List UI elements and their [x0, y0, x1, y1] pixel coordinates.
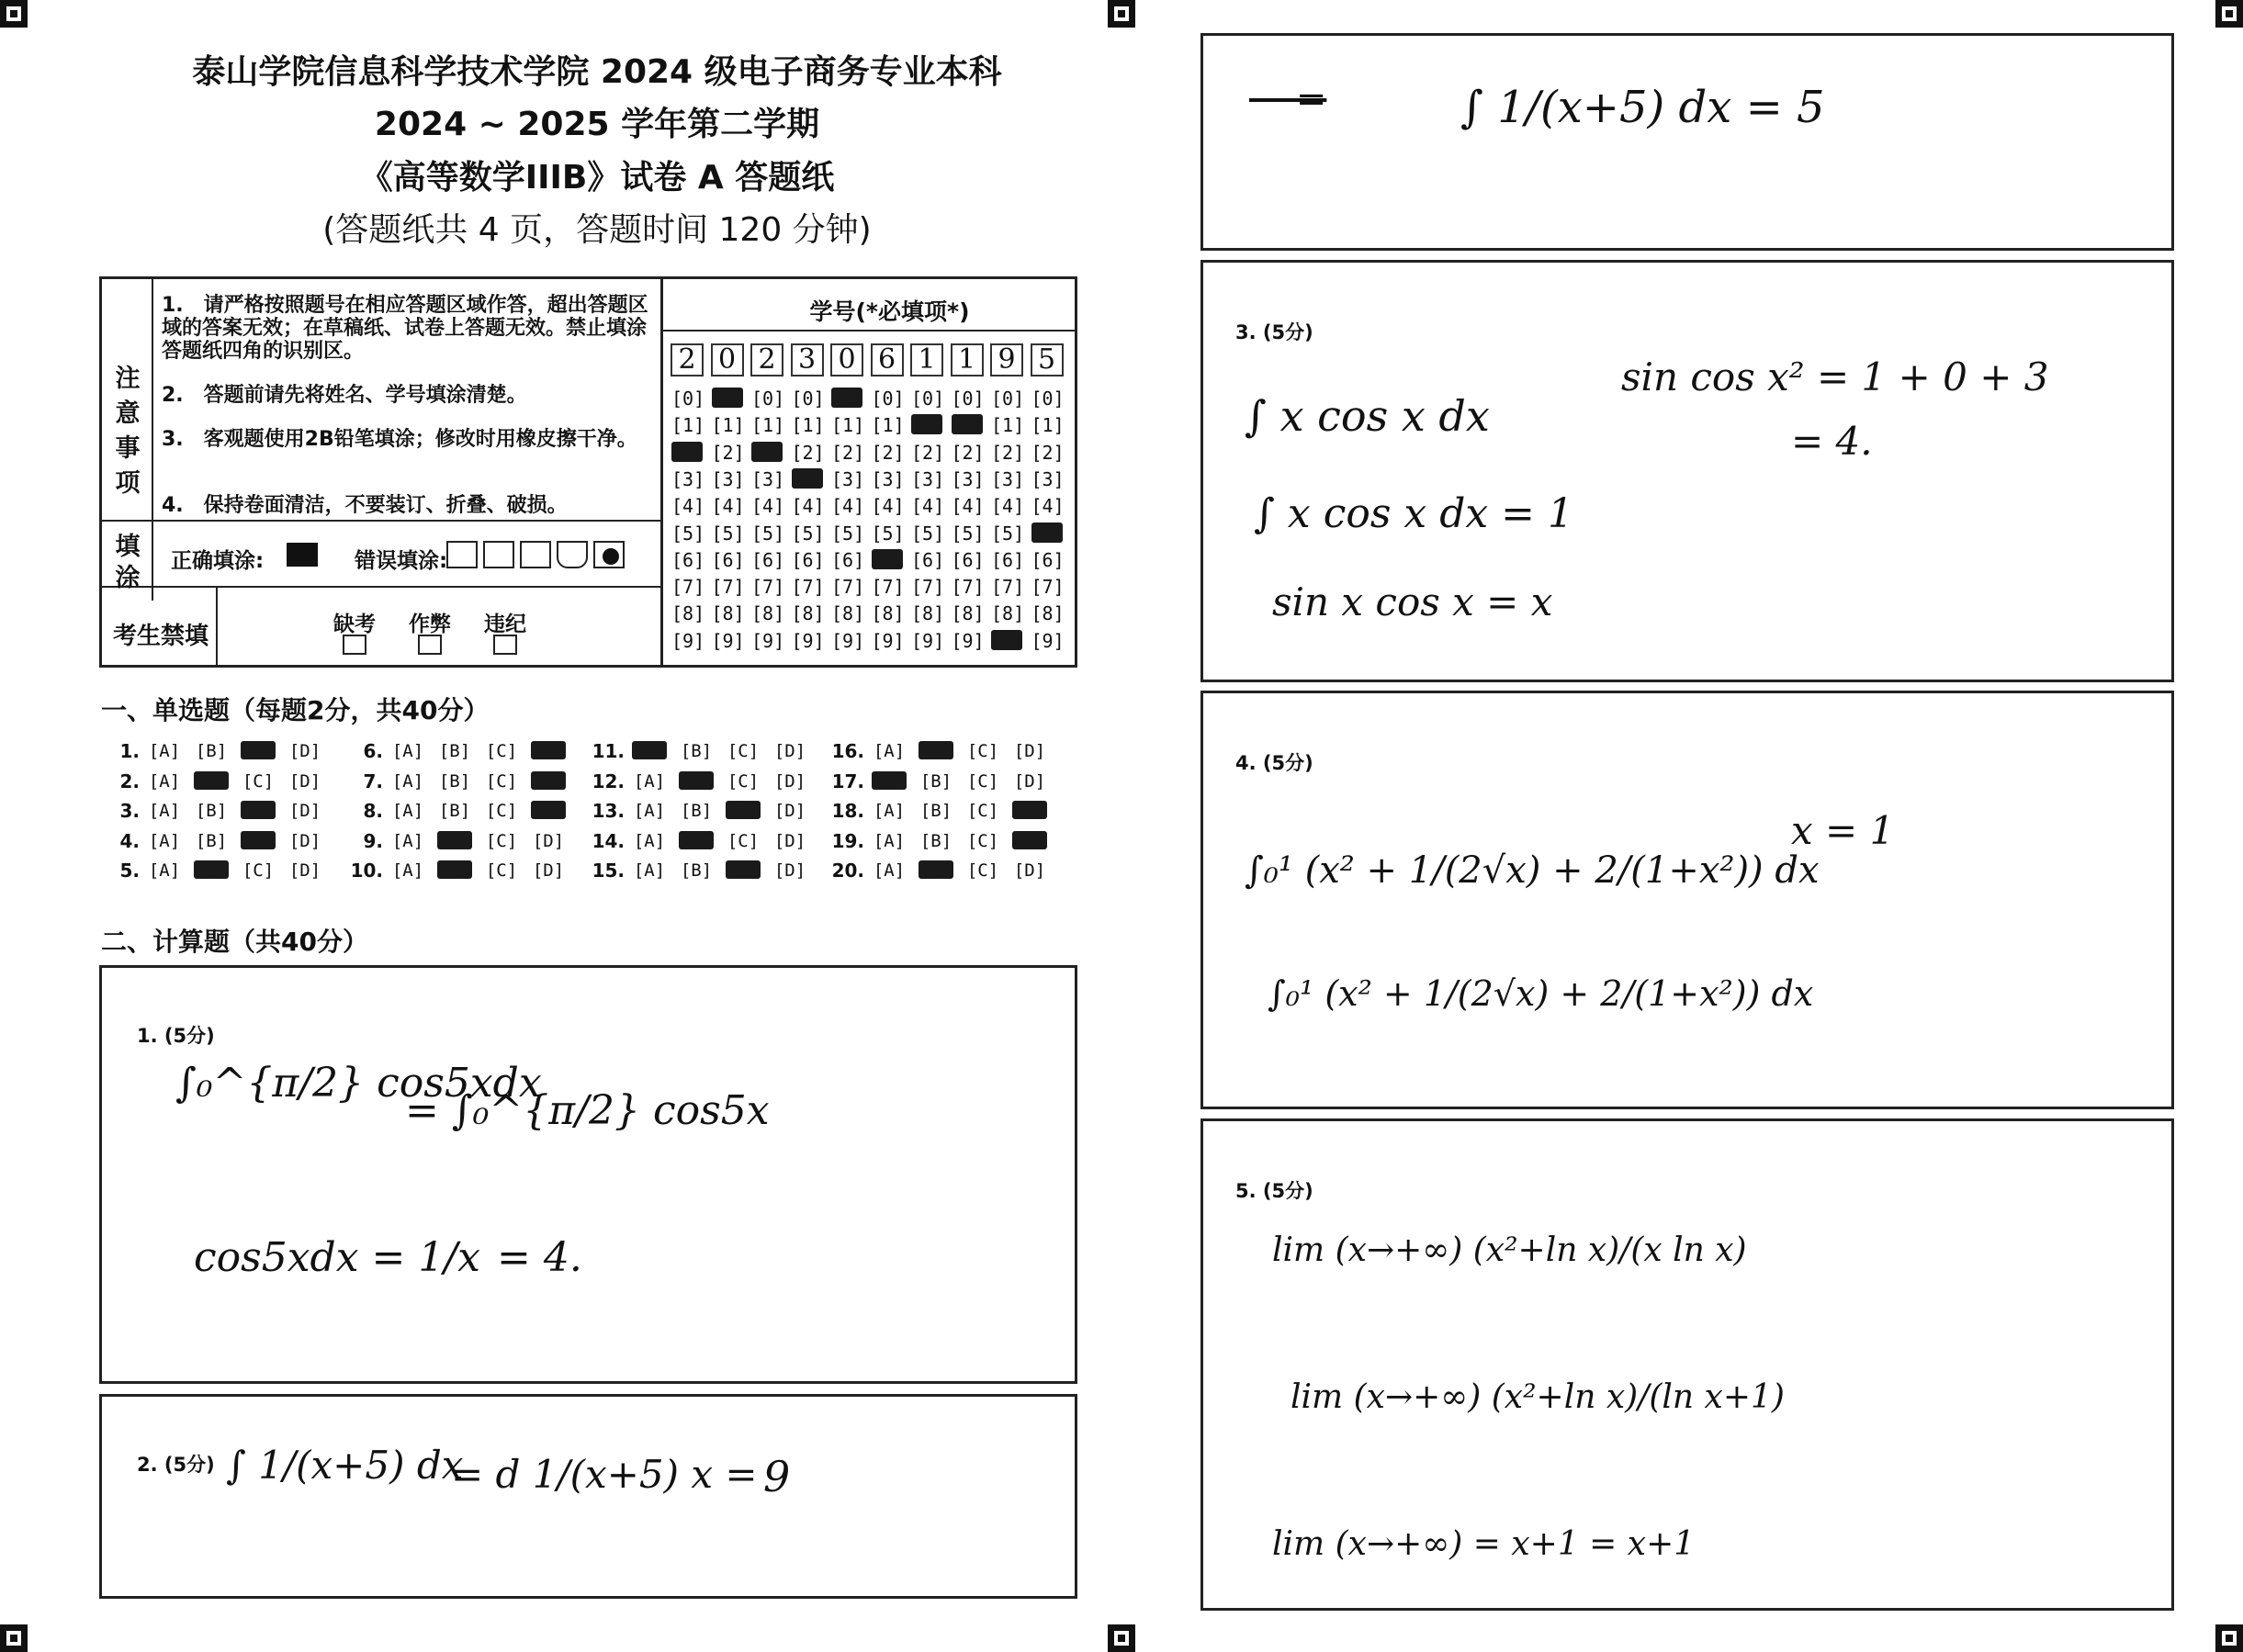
- student-id-bubble[interactable]: [2]: [831, 441, 865, 464]
- mc-option-bubble[interactable]: [B]: [195, 770, 228, 792]
- student-id-bubble[interactable]: [8]: [671, 602, 705, 625]
- mc-option-bubble[interactable]: [A]: [391, 860, 424, 881]
- ban-item-violation: 违纪: [484, 612, 526, 636]
- mc-option-bubble[interactable]: [C]: [966, 860, 999, 881]
- student-id-digit-6: 6: [871, 343, 904, 376]
- corner-marker-top-middle: [1108, 0, 1135, 28]
- student-id-bubble[interactable]: [9]: [1031, 629, 1065, 652]
- student-id-bubble[interactable]: [5]: [751, 522, 785, 545]
- student-id-bubble[interactable]: [4]: [1031, 495, 1065, 518]
- student-id-digit-7: 1: [910, 343, 943, 376]
- mc-option-bubble[interactable]: [A]: [633, 741, 666, 761]
- answer-box-q2: [99, 1394, 1077, 1599]
- q5-line-2: lim (x→+∞) (x²+ln x)/(ln x+1): [1291, 1378, 1785, 1416]
- student-id-bubble[interactable]: [3]: [711, 467, 745, 490]
- student-id-bubble[interactable]: [7]: [911, 576, 945, 599]
- mc-option-bubble[interactable]: [C]: [485, 801, 518, 821]
- answer-box-q3: [1200, 260, 2174, 682]
- mc-option-bubble[interactable]: [D]: [532, 801, 565, 821]
- student-id-bubble[interactable]: [0]: [911, 388, 945, 410]
- student-id-bubble[interactable]: [3]: [751, 467, 785, 490]
- info-block: [99, 276, 1077, 668]
- q4-line-2: x = 1: [1791, 808, 1895, 853]
- ban-item-cheat: 作弊: [409, 612, 451, 636]
- student-id-bubble[interactable]: [0]: [991, 388, 1025, 410]
- header-line-3: 《高等数学IIIB》试卷 A 答题纸: [359, 159, 835, 197]
- student-id-bubble[interactable]: [2]: [671, 441, 705, 464]
- fill-correct-label: 正确填涂:: [171, 549, 265, 573]
- mc-option-bubble[interactable]: [A]: [391, 801, 424, 821]
- mc-option-bubble[interactable]: [C]: [727, 741, 760, 761]
- student-id-bubble[interactable]: [1]: [791, 414, 825, 437]
- q4-label: 4. (5分): [1235, 752, 1313, 774]
- mc-option-bubble[interactable]: [A]: [391, 770, 424, 792]
- mc-option-bubble[interactable]: [B]: [438, 860, 471, 881]
- section-1-title: 一、单选题（每题2分，共40分）: [101, 695, 490, 725]
- mc-question-number: 18.: [831, 800, 864, 822]
- q1-label: 1. (5分): [137, 1025, 215, 1047]
- student-id-bubble[interactable]: [1]: [711, 414, 745, 437]
- mc-question-number: 13.: [592, 800, 625, 822]
- mc-option-bubble[interactable]: [A]: [148, 741, 181, 761]
- mc-option-bubble[interactable]: [A]: [873, 830, 906, 851]
- student-id-bubble[interactable]: [8]: [711, 602, 745, 625]
- q2-line-2: = d 1/(x+5) x =: [451, 1452, 758, 1497]
- corner-marker-bottom-middle: [1108, 1624, 1135, 1652]
- student-id-bubble[interactable]: [6]: [791, 548, 825, 571]
- mc-option-bubble[interactable]: [B]: [919, 860, 952, 881]
- q3-line-5: = 4.: [1791, 419, 1873, 464]
- student-id-bubble[interactable]: [2]: [991, 441, 1025, 464]
- mc-option-bubble[interactable]: [B]: [195, 801, 228, 821]
- mc-question-number: 10.: [350, 860, 383, 882]
- mc-option-bubble[interactable]: [A]: [148, 830, 181, 851]
- mc-option-bubble[interactable]: [C]: [727, 770, 760, 792]
- student-id-bubble[interactable]: [1]: [911, 414, 945, 437]
- mc-option-bubble[interactable]: [A]: [873, 860, 906, 881]
- mc-option-bubble[interactable]: [C]: [242, 830, 275, 851]
- student-id-bubble[interactable]: [7]: [991, 576, 1025, 599]
- mc-option-bubble[interactable]: [D]: [288, 830, 321, 851]
- student-id-bubble[interactable]: [2]: [791, 441, 825, 464]
- fill-wrong-sample-2: [483, 541, 514, 568]
- mc-option-bubble[interactable]: [C]: [485, 741, 518, 761]
- mc-option-bubble[interactable]: [C]: [242, 741, 275, 761]
- mc-option-bubble[interactable]: [B]: [680, 860, 713, 881]
- answer-box-q5: [1200, 1118, 2174, 1611]
- student-id-bubble[interactable]: [1]: [1031, 414, 1065, 437]
- ban-checkbox-cheat[interactable]: [418, 635, 442, 655]
- mc-option-bubble[interactable]: [C]: [485, 770, 518, 792]
- student-id-bubble[interactable]: [9]: [791, 629, 825, 652]
- q2cont-line-1: ∫ 1/(x+5) dx = 5: [1460, 82, 1825, 133]
- answer-box-q4: [1200, 691, 2174, 1109]
- mc-option-bubble[interactable]: [B]: [195, 741, 228, 761]
- student-id-bubble[interactable]: [7]: [831, 576, 865, 599]
- q3-label: 3. (5分): [1235, 321, 1313, 343]
- mc-question-number: 2.: [119, 770, 140, 792]
- student-id-bubble[interactable]: [0]: [831, 388, 865, 410]
- mc-option-bubble[interactable]: [A]: [391, 830, 424, 851]
- student-id-bubble[interactable]: [1]: [671, 414, 705, 437]
- mc-option-bubble[interactable]: [B]: [438, 801, 471, 821]
- student-id-digit-8: 1: [951, 343, 984, 376]
- student-id-bubble[interactable]: [5]: [711, 522, 745, 545]
- student-id-bubble[interactable]: [9]: [711, 629, 745, 652]
- q3-line-4: sin cos x² = 1 + 0 + 3: [1621, 354, 2049, 399]
- student-id-bubble[interactable]: [5]: [831, 522, 865, 545]
- mc-option-bubble[interactable]: [A]: [148, 801, 181, 821]
- student-id-bubble[interactable]: [4]: [871, 495, 905, 518]
- fill-wrong-label: 错误填涂:: [355, 549, 448, 573]
- student-id-bubble[interactable]: [6]: [871, 548, 905, 571]
- student-id-bubble[interactable]: [6]: [671, 548, 705, 571]
- mc-question-number: 6.: [363, 740, 383, 762]
- student-id-bubble[interactable]: [1]: [831, 414, 865, 437]
- q3-line-1: ∫ x cos x dx: [1245, 391, 1490, 441]
- student-id-bubble[interactable]: [8]: [991, 602, 1025, 625]
- fill-heading: 填涂: [115, 533, 141, 592]
- mc-option-bubble[interactable]: [D]: [532, 770, 565, 792]
- mc-option-bubble[interactable]: [B]: [680, 830, 713, 851]
- mc-option-bubble[interactable]: [B]: [919, 830, 952, 851]
- mc-option-bubble[interactable]: [C]: [727, 860, 760, 881]
- student-id-bubble[interactable]: [8]: [911, 602, 945, 625]
- mc-question-number: 5.: [119, 860, 140, 882]
- student-id-bubble[interactable]: [8]: [791, 602, 825, 625]
- student-id-bubble[interactable]: [0]: [671, 388, 705, 410]
- mc-question-number: 20.: [831, 860, 864, 882]
- header-line-1: 泰山学院信息科学技术学院 2024 级电子商务专业本科: [192, 53, 1002, 91]
- student-id-bubble[interactable]: [0]: [791, 388, 825, 410]
- student-id-bubble[interactable]: [6]: [711, 548, 745, 571]
- mc-question-number: 19.: [831, 829, 864, 852]
- ban-checkbox-absent[interactable]: [343, 635, 366, 655]
- student-id-digit-9: 9: [990, 343, 1023, 376]
- student-id-bubble[interactable]: [3]: [791, 467, 825, 490]
- student-id-bubble[interactable]: [8]: [871, 602, 905, 625]
- mc-option-bubble[interactable]: [B]: [680, 801, 713, 821]
- student-id-bubble[interactable]: [6]: [951, 548, 985, 571]
- student-id-bubble[interactable]: [0]: [951, 388, 985, 410]
- mc-option-bubble[interactable]: [C]: [242, 770, 275, 792]
- mc-option-bubble[interactable]: [D]: [532, 830, 565, 851]
- student-id-bubble[interactable]: [3]: [1031, 467, 1065, 490]
- q1-line-3: cos5xdx = 1/x: [194, 1234, 480, 1281]
- fill-wrong-sample-5: [593, 541, 625, 568]
- mc-option-bubble[interactable]: [B]: [919, 801, 952, 821]
- section-2-title: 二、计算题（共40分）: [101, 927, 368, 957]
- mc-option-bubble[interactable]: [D]: [773, 770, 806, 792]
- mc-option-bubble[interactable]: [B]: [195, 830, 228, 851]
- mc-option-bubble[interactable]: [C]: [485, 830, 518, 851]
- q1-line-2: = ∫₀^{π/2} cos5x: [405, 1087, 770, 1134]
- corner-marker-top-right: [2215, 0, 2243, 28]
- student-id-bubble[interactable]: [5]: [951, 522, 985, 545]
- student-id-bubble[interactable]: [9]: [831, 629, 865, 652]
- student-id-bubble[interactable]: [4]: [991, 495, 1025, 518]
- student-id-bubble[interactable]: [5]: [791, 522, 825, 545]
- student-id-bubble[interactable]: [5]: [991, 522, 1025, 545]
- mc-option-bubble[interactable]: [D]: [288, 801, 321, 821]
- mc-option-bubble[interactable]: [C]: [727, 801, 760, 821]
- mc-option-bubble[interactable]: [D]: [773, 830, 806, 851]
- mc-option-bubble[interactable]: [D]: [1013, 860, 1046, 881]
- student-id-bubble[interactable]: [1]: [751, 414, 785, 437]
- mc-option-bubble[interactable]: [A]: [633, 860, 666, 881]
- q2-line-1: ∫ 1/(x+5) dx: [226, 1443, 464, 1488]
- student-id-bubble[interactable]: [4]: [911, 495, 945, 518]
- mc-question-number: 14.: [592, 829, 625, 852]
- header-line-4: (答题纸共 4 页，答题时间 120 分钟): [322, 211, 872, 249]
- student-id-digit-10: 5: [1031, 343, 1064, 376]
- student-id-bubble[interactable]: [0]: [751, 388, 785, 410]
- student-id-bubble[interactable]: [1]: [991, 414, 1025, 437]
- mc-option-bubble[interactable]: [B]: [680, 770, 713, 792]
- student-id-bubble[interactable]: [8]: [751, 602, 785, 625]
- mc-question-number: 8.: [363, 800, 383, 822]
- mc-option-bubble[interactable]: [C]: [966, 770, 999, 792]
- mc-question-number: 16.: [831, 740, 864, 762]
- student-id-bubble[interactable]: [3]: [871, 467, 905, 490]
- mc-option-bubble[interactable]: [B]: [438, 830, 471, 851]
- student-id-bubble[interactable]: [9]: [871, 629, 905, 652]
- mc-option-bubble[interactable]: [D]: [532, 741, 565, 761]
- mc-option-bubble[interactable]: [B]: [919, 741, 952, 761]
- student-id-bubble[interactable]: [4]: [831, 495, 865, 518]
- q1-line-4: = 4.: [497, 1234, 582, 1281]
- fill-wrong-sample-3: [520, 541, 551, 568]
- student-id-digit-1: 2: [671, 343, 704, 376]
- mc-option-bubble[interactable]: [B]: [919, 770, 952, 792]
- student-id-bubble[interactable]: [5]: [1031, 522, 1065, 545]
- student-id-bubble[interactable]: [3]: [991, 467, 1025, 490]
- student-id-bubble[interactable]: [8]: [1031, 602, 1065, 625]
- student-id-bubble[interactable]: [2]: [871, 441, 905, 464]
- student-id-digit-2: 0: [711, 343, 744, 376]
- fill-wrong-sample-4: [557, 541, 588, 568]
- fill-wrong-sample-1: [446, 541, 478, 568]
- student-id-digit-5: 0: [830, 343, 863, 376]
- q4-line-1: ∫₀¹ (x² + 1/(2√x) + 2/(1+x²)) dx: [1245, 849, 1820, 892]
- student-id-bubble[interactable]: [0]: [871, 388, 905, 410]
- mc-option-bubble[interactable]: [B]: [438, 770, 471, 792]
- student-id-bubble[interactable]: [6]: [831, 548, 865, 571]
- student-id-title: 学号(*必填项*): [809, 298, 970, 325]
- student-id-bubble[interactable]: [5]: [671, 522, 705, 545]
- student-id-bubble[interactable]: [7]: [951, 576, 985, 599]
- mc-option-bubble[interactable]: [B]: [680, 741, 713, 761]
- student-id-bubble[interactable]: [2]: [711, 441, 745, 464]
- mc-option-bubble[interactable]: [A]: [148, 860, 181, 881]
- student-id-bubble[interactable]: [2]: [951, 441, 985, 464]
- mc-question-number: 11.: [592, 740, 625, 762]
- ban-label: 考生禁填: [113, 623, 209, 650]
- header-line-2: 2024 ~ 2025 学年第二学期: [374, 106, 820, 143]
- student-id-bubble[interactable]: [7]: [671, 576, 705, 599]
- student-id-bubble[interactable]: [2]: [751, 441, 785, 464]
- mc-option-bubble[interactable]: [C]: [966, 830, 999, 851]
- mc-option-bubble[interactable]: [D]: [1013, 770, 1046, 792]
- mc-option-bubble[interactable]: [D]: [288, 770, 321, 792]
- notice-item-1: 1. 请严格按照题号在相应答题区域作答，超出答题区域的答案无效；在草稿纸、试卷上答题无效。禁止填涂答题纸四角的识别区。: [162, 294, 648, 363]
- mc-option-bubble[interactable]: [D]: [1013, 801, 1046, 821]
- q2-line-3: 9: [763, 1452, 791, 1501]
- fill-correct-sample: [287, 543, 318, 567]
- student-id-bubble[interactable]: [7]: [871, 576, 905, 599]
- student-id-bubble[interactable]: [4]: [791, 495, 825, 518]
- q3-line-2: ∫ x cos x dx = 1: [1254, 490, 1574, 537]
- student-id-bubble[interactable]: [6]: [991, 548, 1025, 571]
- mc-option-bubble[interactable]: [D]: [288, 860, 321, 881]
- student-id-bubble[interactable]: [3]: [831, 467, 865, 490]
- ban-checkbox-violation[interactable]: [493, 635, 517, 655]
- student-id-bubble[interactable]: [1]: [871, 414, 905, 437]
- student-id-bubble[interactable]: [7]: [751, 576, 785, 599]
- answer-box-q2-continued: [1200, 33, 2174, 251]
- student-id-bubble[interactable]: [2]: [911, 441, 945, 464]
- student-id-bubble[interactable]: [7]: [711, 576, 745, 599]
- mc-option-bubble[interactable]: [C]: [242, 860, 275, 881]
- mc-question-number: 7.: [363, 770, 383, 792]
- q5-line-1: lim (x→+∞) (x²+ln x)/(x ln x): [1272, 1231, 1747, 1269]
- corner-marker-bottom-left: [0, 1624, 28, 1652]
- q4-line-3: ∫₀¹ (x² + 1/(2√x) + 2/(1+x²)) dx: [1268, 973, 1814, 1014]
- student-id-bubble[interactable]: [2]: [1031, 441, 1065, 464]
- mc-option-bubble[interactable]: [D]: [773, 801, 806, 821]
- mc-question-number: 9.: [363, 829, 383, 852]
- student-id-bubble[interactable]: [9]: [751, 629, 785, 652]
- q5-line-3: lim (x→+∞) = x+1 = x+1: [1272, 1525, 1696, 1563]
- mc-question-number: 1.: [119, 740, 140, 762]
- q2cont-strikethrough: =: [1249, 78, 1327, 120]
- mc-option-bubble[interactable]: [C]: [485, 860, 518, 881]
- student-id-bubble[interactable]: [4]: [711, 495, 745, 518]
- student-id-bubble[interactable]: [5]: [911, 522, 945, 545]
- mc-option-bubble[interactable]: [D]: [1013, 830, 1046, 851]
- q5-label: 5. (5分): [1235, 1180, 1313, 1202]
- mc-option-bubble[interactable]: [D]: [288, 741, 321, 761]
- mc-option-bubble[interactable]: [B]: [195, 860, 228, 881]
- ban-item-absent: 缺考: [333, 612, 376, 636]
- student-id-bubble[interactable]: [6]: [1031, 548, 1065, 571]
- student-id-bubble[interactable]: [6]: [751, 548, 785, 571]
- student-id-bubble[interactable]: [1]: [951, 414, 985, 437]
- mc-option-bubble[interactable]: [A]: [633, 830, 666, 851]
- answer-box-q1: [99, 965, 1077, 1384]
- notice-heading: 注意事项: [115, 365, 141, 498]
- q3-line-3: sin x cos x = x: [1272, 579, 1553, 624]
- mc-option-bubble[interactable]: [A]: [873, 770, 906, 792]
- corner-marker-top-left: [0, 0, 28, 28]
- mc-option-bubble[interactable]: [D]: [532, 860, 565, 881]
- mc-option-bubble[interactable]: [C]: [727, 830, 760, 851]
- mc-option-bubble[interactable]: [D]: [773, 741, 806, 761]
- mc-option-bubble[interactable]: [D]: [1013, 741, 1046, 761]
- notice-item-3: 3. 客观题使用2B铅笔填涂；修改时用橡皮擦干净。: [162, 428, 637, 451]
- mc-option-bubble[interactable]: [B]: [438, 741, 471, 761]
- mc-question-number: 3.: [119, 800, 140, 822]
- q2-label: 2. (5分): [137, 1454, 215, 1476]
- student-id-bubble[interactable]: [6]: [911, 548, 945, 571]
- student-id-bubble[interactable]: [3]: [911, 467, 945, 490]
- mc-question-number: 12.: [592, 770, 625, 792]
- notice-item-2: 2. 答题前请先将姓名、学号填涂清楚。: [162, 384, 527, 407]
- student-id-bubble[interactable]: [9]: [911, 629, 945, 652]
- student-id-bubble[interactable]: [8]: [951, 602, 985, 625]
- student-id-bubble[interactable]: [5]: [871, 522, 905, 545]
- mc-option-bubble[interactable]: [A]: [633, 770, 666, 792]
- student-id-digit-4: 3: [791, 343, 824, 376]
- mc-option-bubble[interactable]: [C]: [966, 741, 999, 761]
- mc-option-bubble[interactable]: [A]: [633, 801, 666, 821]
- corner-marker-bottom-right: [2215, 1624, 2243, 1652]
- mc-option-bubble[interactable]: [A]: [873, 741, 906, 761]
- student-id-bubble[interactable]: [4]: [751, 495, 785, 518]
- notice-item-4: 4. 保持卷面清洁，不要装订、折叠、破损。: [162, 494, 568, 517]
- student-id-bubble[interactable]: [7]: [1031, 576, 1065, 599]
- student-id-bubble[interactable]: [4]: [951, 495, 985, 518]
- student-id-bubble[interactable]: [8]: [831, 602, 865, 625]
- mc-option-bubble[interactable]: [C]: [242, 801, 275, 821]
- student-id-bubble[interactable]: [0]: [1031, 388, 1065, 410]
- mc-option-bubble[interactable]: [A]: [873, 801, 906, 821]
- student-id-bubble[interactable]: [7]: [791, 576, 825, 599]
- mc-question-number: 4.: [119, 829, 140, 852]
- student-id-bubble[interactable]: [0]: [711, 388, 745, 410]
- mc-option-bubble[interactable]: [D]: [773, 860, 806, 881]
- student-id-bubble[interactable]: [4]: [671, 495, 705, 518]
- student-id-bubble[interactable]: [9]: [991, 629, 1025, 652]
- mc-question-number: 15.: [592, 860, 625, 882]
- mc-question-number: 17.: [831, 770, 864, 792]
- mc-option-bubble[interactable]: [A]: [148, 770, 181, 792]
- q1-line-1: ∫₀^{π/2} cos5xdx: [175, 1060, 542, 1107]
- student-id-bubble[interactable]: [3]: [951, 467, 985, 490]
- mc-option-bubble[interactable]: [A]: [391, 741, 424, 761]
- student-id-bubble[interactable]: [3]: [671, 467, 705, 490]
- student-id-bubble[interactable]: [9]: [951, 629, 985, 652]
- student-id-bubble[interactable]: [9]: [671, 629, 705, 652]
- mc-option-bubble[interactable]: [C]: [966, 801, 999, 821]
- student-id-digit-3: 2: [750, 343, 783, 376]
